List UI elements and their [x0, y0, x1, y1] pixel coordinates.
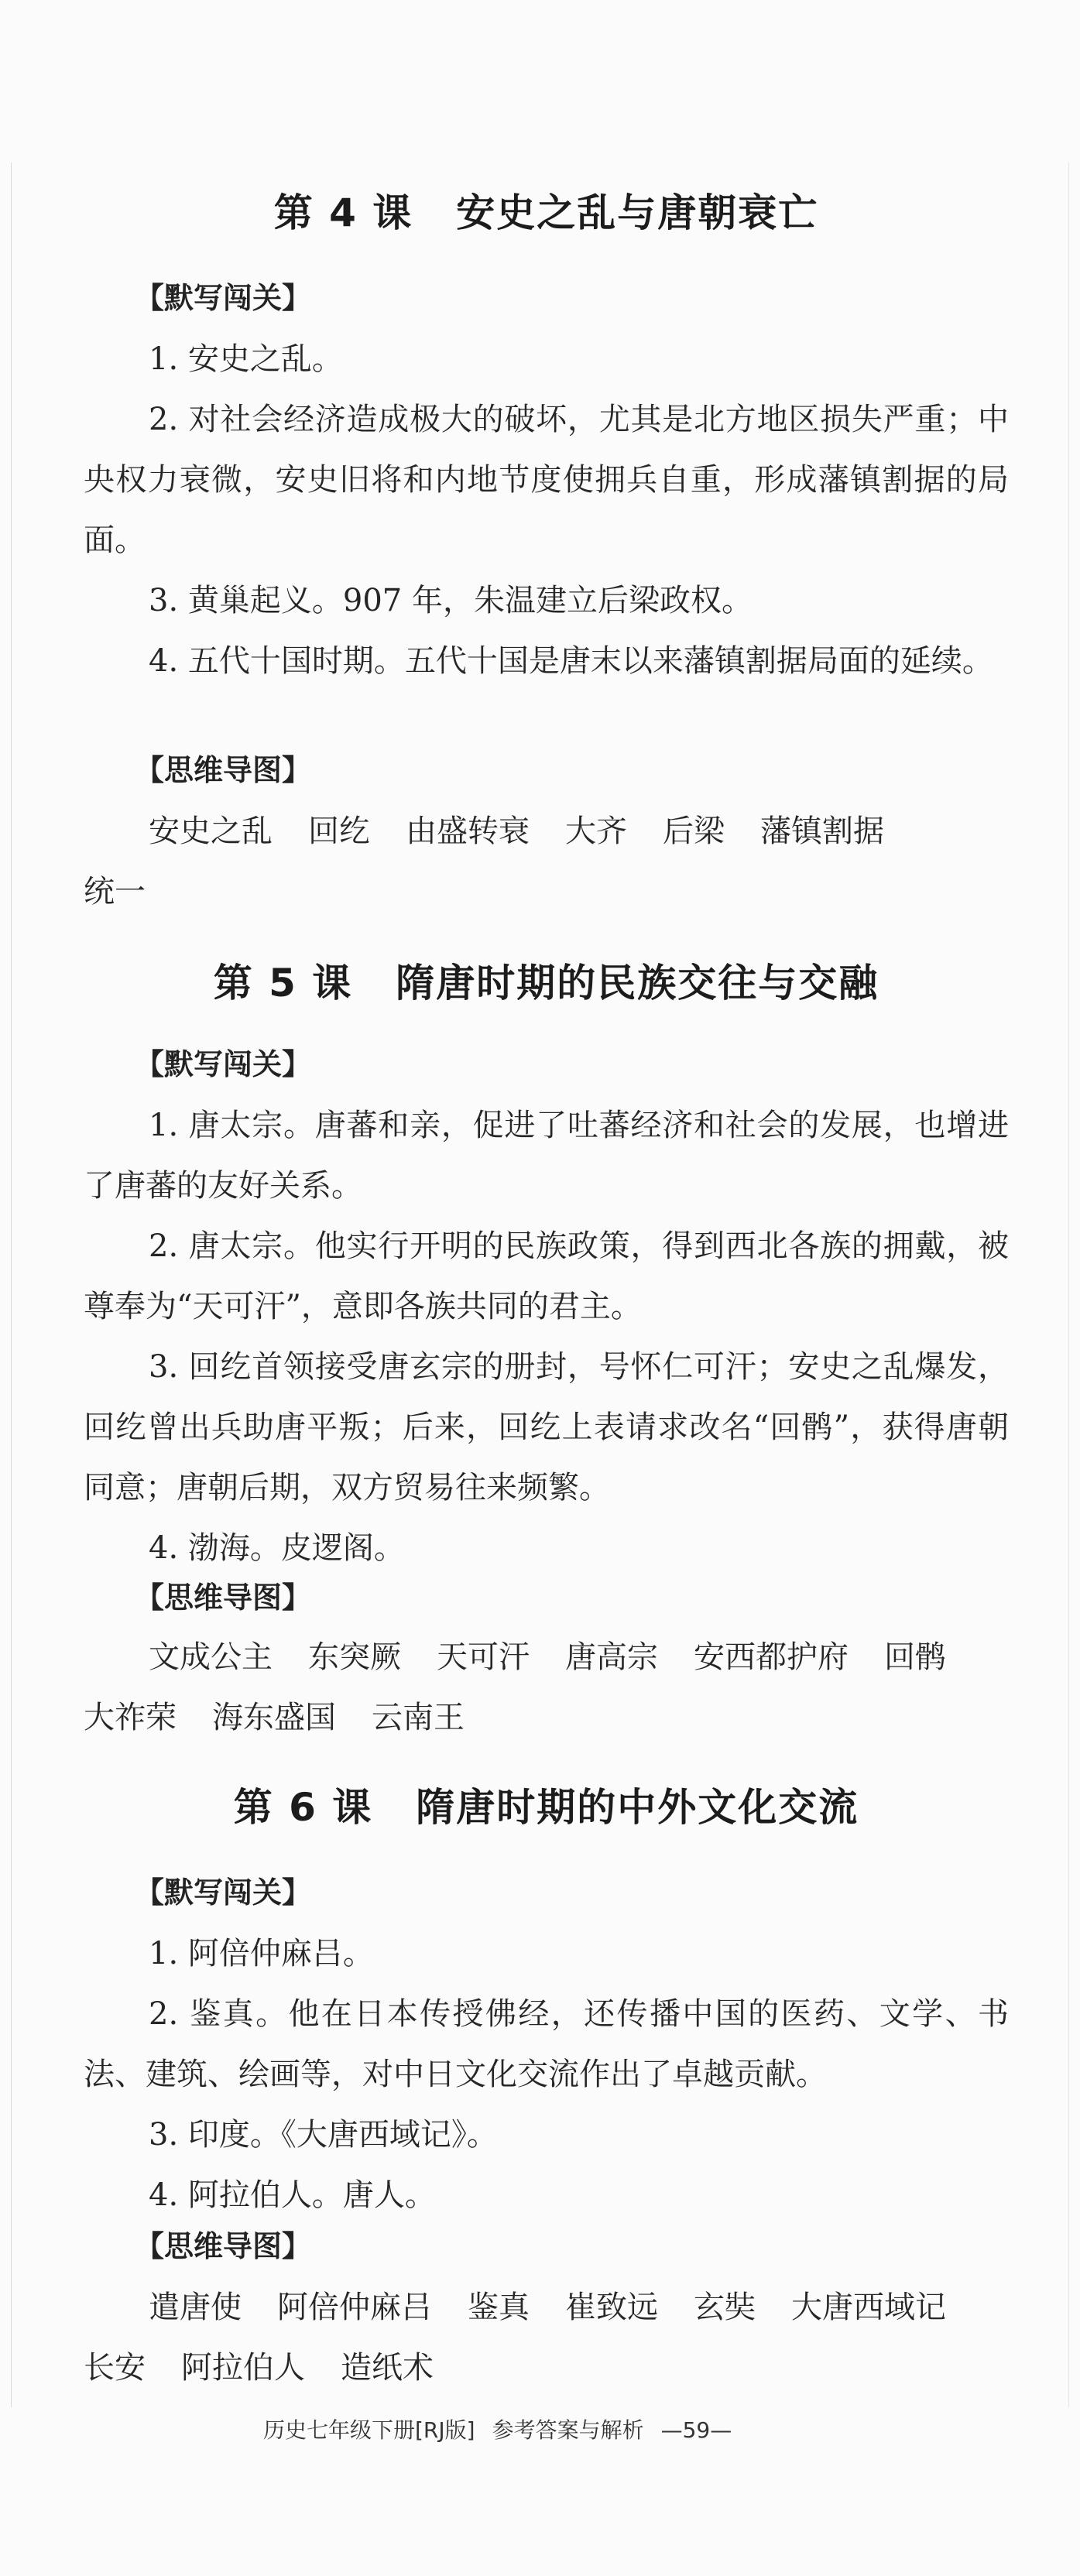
mindmap-term: 鉴真	[468, 2290, 530, 2325]
lesson-name: 隋唐时期的中外文化交流	[416, 1785, 859, 1830]
mindmap-term: 大齐	[565, 814, 627, 849]
mindmap-term: 长安	[84, 2350, 146, 2386]
lesson-name: 隋唐时期的民族交往与交融	[396, 961, 879, 1005]
mindmap-term: 唐高宗	[565, 1639, 658, 1675]
section-heading-mindmap: 【思维导图】	[135, 1581, 312, 1615]
mindmap-term: 文成公主	[149, 1639, 273, 1675]
section-heading-dictation: 【默写闯关】	[135, 281, 312, 315]
answer-item: 4. 五代十国时期。五代十国是唐末以来藩镇割据局面的延续。	[149, 643, 993, 679]
lesson-number: 第 4 课	[273, 190, 413, 235]
footer-section-title: 参考答案与解析	[492, 2417, 644, 2443]
answer-item: 1. 安史之乱。	[149, 341, 343, 377]
answer-item: 3. 印度。《大唐西域记》。	[149, 2117, 498, 2153]
mindmap-term: 由盛转衰	[406, 814, 530, 849]
mindmap-term: 大祚荣	[84, 1700, 177, 1735]
mindmap-term: 回鹘	[884, 1639, 946, 1675]
page-margin-rule	[1068, 163, 1069, 2407]
mindmap-term: 大唐西域记	[791, 2290, 946, 2325]
mindmap-term: 藩镇割据	[760, 814, 884, 849]
answer-item: 2. 对社会经济造成极大的破坏，尤其是北方地区损失严重；中央权力衰微，安史旧将和内地节度使拥兵自重，形成藩镇割据的局面。	[84, 402, 1009, 558]
mindmap-term: 安西都护府	[694, 1639, 849, 1675]
lesson-name: 安史之乱与唐朝衰亡	[456, 190, 819, 235]
mindmap-term: 后梁	[663, 814, 725, 849]
mindmap-terms	[84, 2277, 1009, 2398]
page-footer	[263, 2415, 749, 2446]
page-margin-rule	[11, 163, 12, 2407]
section-heading-mindmap: 【思维导图】	[135, 753, 312, 787]
footer-book-title: 历史七年级下册[RJ版]	[263, 2417, 475, 2443]
mindmap-term: 玄奘	[694, 2290, 756, 2325]
mindmap-term: 云南王	[372, 1700, 465, 1735]
mindmap-term: 统一	[84, 874, 146, 909]
mindmap-terms	[84, 801, 1009, 922]
section-heading-dictation: 【默写闯关】	[135, 1047, 312, 1081]
lesson-5-title	[84, 956, 1009, 1010]
mindmap-term: 回纥	[308, 814, 370, 849]
mindmap-term: 海东盛国	[212, 1700, 336, 1735]
mindmap-term: 安史之乱	[149, 814, 273, 849]
mindmap-term: 阿倍仲麻吕	[277, 2290, 432, 2325]
mindmap-term: 东突厥	[308, 1639, 401, 1675]
mindmap-term: 崔致远	[565, 2290, 658, 2325]
lesson-number: 第 5 课	[213, 961, 353, 1005]
mindmap-term: 天可汗	[437, 1639, 530, 1675]
answer-item: 4. 渤海。皮逻阁。	[149, 1530, 405, 1566]
page-number: —59—	[660, 2417, 732, 2443]
answer-item: 4. 阿拉伯人。唐人。	[149, 2177, 436, 2213]
section-heading-dictation: 【默写闯关】	[135, 1875, 312, 1910]
mindmap-term: 遣唐使	[149, 2290, 242, 2325]
answer-item: 1. 唐太宗。唐蕃和亲，促进了吐蕃经济和社会的发展，也增进了唐蕃的友好关系。	[84, 1108, 1009, 1204]
section-heading-mindmap: 【思维导图】	[135, 2229, 312, 2263]
answer-item: 2. 鉴真。他在日本传授佛经，还传播中国的医药、文学、书法、建筑、绘画等，对中日文化交流作出了卓越贡献。	[84, 1996, 1009, 2092]
mindmap-term: 造纸术	[341, 2350, 434, 2386]
answer-item: 1. 阿倍仲麻吕。	[149, 1936, 374, 1971]
lesson-4-title	[84, 186, 1009, 240]
answer-item: 2. 唐太宗。他实行开明的民族政策，得到西北各族的拥戴，被尊奉为“天可汗”，意即各族共同的君主。	[84, 1228, 1009, 1324]
lesson-6-title	[84, 1780, 1009, 1834]
answer-item: 3. 回纥首领接受唐玄宗的册封，号怀仁可汗；安史之乱爆发，回纥曾出兵助唐平叛；后来，回纥上表请求改名“回鹘”，获得唐朝同意；唐朝后期，双方贸易往来频繁。	[84, 1349, 1009, 1506]
mindmap-terms	[84, 1627, 1009, 1748]
lesson-number: 第 6 课	[233, 1785, 373, 1830]
mindmap-term: 阿拉伯人	[181, 2350, 305, 2386]
answer-item: 3. 黄巢起义。907 年，朱温建立后梁政权。	[149, 583, 753, 618]
